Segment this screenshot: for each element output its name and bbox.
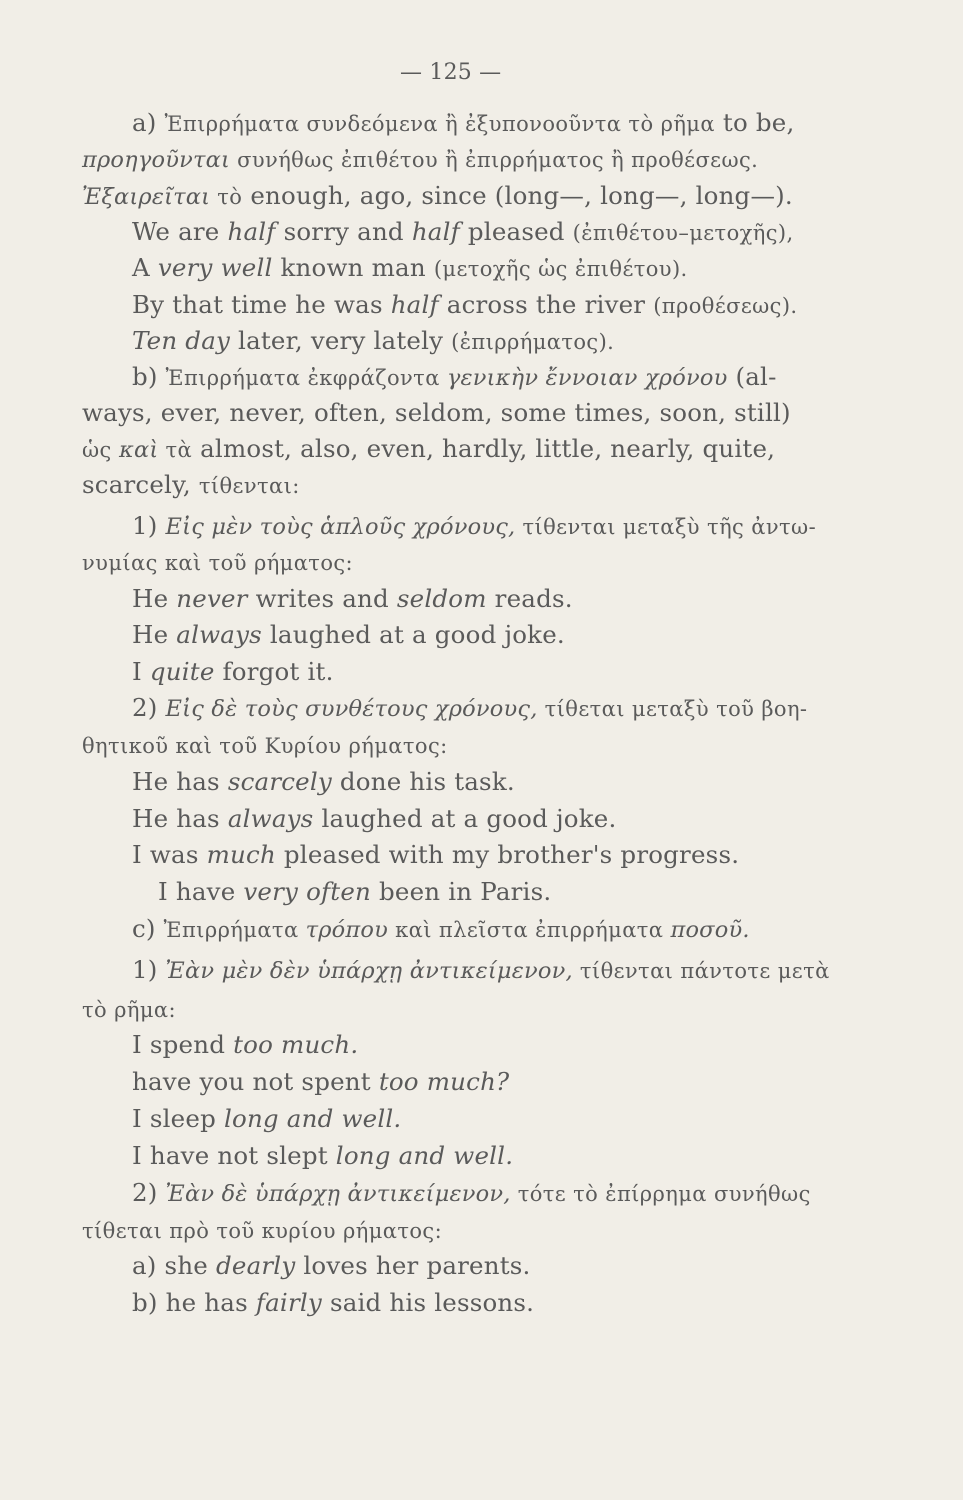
section-a-example-3: By that time he was half across the river (προθέσεως).: [132, 290, 798, 319]
section-b-sub2-line-1: 2) Εἰς δὲ τοὺς συνθέτους χρόνους, τίθεται μεταξὺ τοῦ βοη-: [132, 693, 808, 722]
section-b-sub2-example-2: He has always laughed at a good joke.: [132, 804, 617, 833]
section-a-example-4: Ten day later, very lately (ἐπιρρήματος).: [132, 326, 615, 355]
section-a-line-3: Ἐξαιρεῖται τὸ enough, ago, since (long—, long—, long—).: [82, 181, 793, 210]
page-number: — 125 —: [400, 60, 502, 85]
section-b-line-4: scarcely, τίθενται:: [82, 470, 300, 499]
section-b-sub2-example-1: He has scarcely done his task.: [132, 767, 515, 796]
section-a-line-2: προηγοῦνται συνήθως ἐπιθέτου ἢ ἐπιρρήματος ἢ προθέσεως.: [82, 147, 759, 173]
section-a-line-1: a) Ἐπιρρήματα συνδεόμενα ἢ ἐξυπονοοῦντα τὸ ρῆμα to be,: [132, 108, 795, 137]
section-b-line-3: ὡς καὶ τὰ almost, also, even, hardly, little, nearly, quite,: [82, 434, 776, 463]
section-c-sub2-example-2: b) he has fairly said his lessons.: [132, 1288, 535, 1317]
section-c-line-1: c) Ἐπιρρήματα τρόπου καὶ πλεῖστα ἐπιρρήματα ποσοῦ.: [132, 914, 750, 943]
section-c-sub1-example-4: I have not slept long and well.: [132, 1141, 514, 1170]
section-b-sub1-line-1: 1) Εἰς μὲν τοὺς ἁπλοῦς χρόνους, τίθενται μεταξὺ τῆς ἀντω-: [132, 511, 817, 540]
section-c-sub1-line-2: τὸ ρῆμα:: [82, 998, 176, 1022]
section-c-sub2-line-1: 2) Ἐὰν δὲ ὑπάρχῃ ἀντικείμενον, τότε τὸ ἐπίρρημα συνήθως: [132, 1178, 811, 1207]
section-a-example-1: We are half sorry and half pleased (ἐπιθέτου–μετοχῆς),: [132, 217, 794, 246]
section-b-sub2-example-3: I was much pleased with my brother's progress.: [132, 840, 740, 869]
section-c-sub1-example-3: I sleep long and well.: [132, 1104, 402, 1133]
section-b-line-1: b) Ἐπιρρήματα ἐκφράζοντα γενικὴν ἔννοιαν χρόνου (al-: [132, 362, 777, 391]
section-c-sub1-example-1: I spend too much.: [132, 1030, 359, 1059]
section-b-sub1-line-2: νυμίας καὶ τοῦ ρήματος:: [82, 551, 354, 575]
section-b-sub2-example-4: I have very often been in Paris.: [158, 877, 552, 906]
section-b-sub1-example-3: I quite forgot it.: [132, 657, 334, 686]
section-b-line-2: ways, ever, never, often, seldom, some times, soon, still): [82, 398, 791, 427]
section-b-sub2-line-2: θητικοῦ καὶ τοῦ Κυρίου ρήματος:: [82, 734, 448, 758]
section-c-sub1-line-1: 1) Ἐὰν μὲν δὲν ὑπάρχῃ ἀντικείμενον, τίθενται πάντοτε μετὰ: [132, 955, 830, 984]
section-c-sub2-line-2: τίθεται πρὸ τοῦ κυρίου ρήματος:: [82, 1219, 443, 1243]
section-c-sub1-example-2: have you not spent too much?: [132, 1067, 510, 1096]
section-a-example-2: A very well known man (μετοχῆς ὡς ἐπιθέτου).: [132, 253, 688, 282]
section-b-sub1-example-2: He always laughed at a good joke.: [132, 620, 565, 649]
section-c-sub2-example-1: a) she dearly loves her parents.: [132, 1251, 531, 1280]
section-b-sub1-example-1: He never writes and seldom reads.: [132, 584, 573, 613]
